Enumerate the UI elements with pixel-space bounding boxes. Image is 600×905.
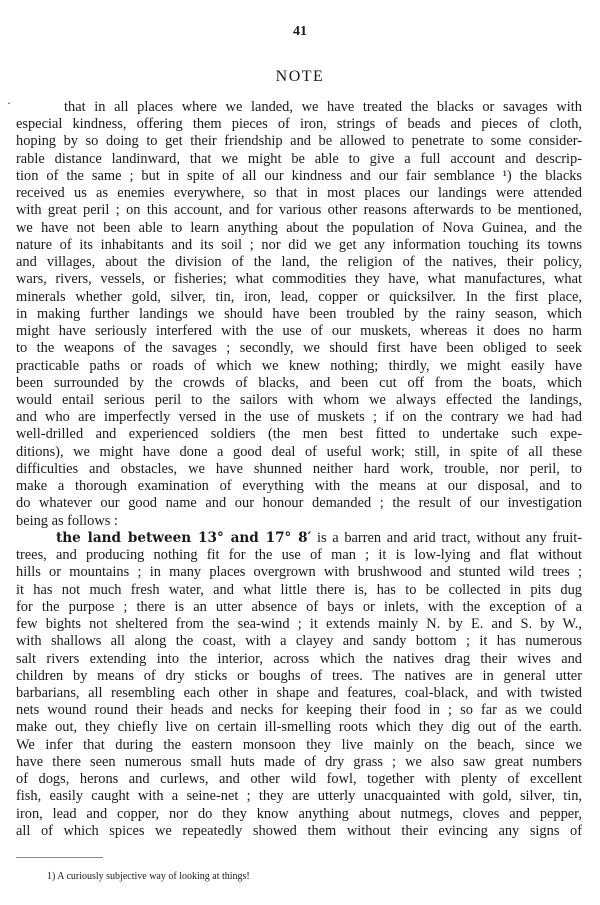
text-line: do whatever our good name and our honour demanded ; the result of our investigation bbox=[16, 495, 582, 512]
text-line: being as follows : bbox=[16, 512, 118, 529]
text-line: might have seriously interfered with the use of our muskets, whereas it does no harm bbox=[16, 323, 582, 340]
text-line: and villages, about the division of the land, the religion of the natives, their policy, bbox=[16, 254, 582, 271]
text-line: iron, lead and copper, nor do they know anything about nutmegs, cloves and pepper, bbox=[16, 805, 582, 822]
text-line: and who are imperfectly versed in the use of muskets ; if on the contrary we had had bbox=[16, 409, 582, 426]
text-line bbox=[16, 530, 582, 547]
text-line: received us as enemies everywhere, so that in most places our landings were attended bbox=[16, 185, 582, 202]
footnote-divider bbox=[16, 857, 103, 858]
text-line: in making further landings we should have been troubled by the rainy season, which bbox=[16, 305, 582, 322]
page-title: NOTE bbox=[275, 68, 325, 85]
text-line: for the purpose ; there is an utter absence of bays or inlets, with the exception of a bbox=[16, 598, 582, 615]
text-line: practicable paths or roads of which we knew nothing; thirdly, we might easily have bbox=[16, 357, 582, 374]
text-line: minerals whether gold, silver, tin, iron, lead, copper or quicksilver. In the first place, bbox=[16, 288, 582, 305]
text-line: ditions), we might have done a good deal of useful work; still, in spite of all these bbox=[16, 443, 582, 460]
text-line: barbarians, all resembling each other in shape and features, coal-black, and with twisted bbox=[16, 684, 582, 701]
paragraph bbox=[16, 530, 582, 840]
text-line: tion of the same ; but in spite of all our kindness and our fair semblance ¹) the blacks bbox=[16, 167, 582, 184]
text-line: hills or mountains ; in many places overgrown with brushwood and stunted wild trees ; bbox=[16, 564, 582, 581]
text-line: well-drilled and experienced soldiers (the men best fitted to undertake such expe- bbox=[16, 426, 582, 443]
text-line: few bights not sheltered from the sea-wind ; it extends mainly N. by E. and S. by W., bbox=[16, 616, 582, 633]
page-number: 41 bbox=[293, 24, 307, 39]
text-line: difficulties and obstacles, we have shunned neither hard work, trouble, nor peril, to bbox=[16, 460, 582, 477]
text-line: rable distance landinward, that we might be able to give a full account and descrip- bbox=[16, 150, 582, 167]
text-line: with shallows all along the coast, with a clayey and sandy bottom ; it has numerous bbox=[16, 633, 582, 650]
text-line: nets wound round their heads and necks for keeping their food in ; so far as we could bbox=[16, 702, 582, 719]
text-line: wars, rivers, vessels, or fisheries; what commodities they have, what manufactures, what bbox=[16, 271, 582, 288]
text-line: all of which spices we repeatedly showed them without their evincing any signs of bbox=[16, 822, 582, 839]
footnote: 1) A curiously subjective way of looking at things! bbox=[47, 871, 250, 882]
text-line: salt rivers extending into the interior, across which the natives drag their wives and bbox=[16, 650, 582, 667]
text-line: it has not much fresh water, and what little there is, has to be collected in pits dug bbox=[16, 581, 582, 598]
text-line: have there seen numerous small huts made of dry grass ; we also saw great numbers bbox=[16, 753, 582, 770]
text-line: to the weapons of the savages ; secondly, we should first have been obliged to seek bbox=[16, 340, 582, 357]
text-line: we have not been able to learn anything about the population of Nova Guinea, and the bbox=[16, 219, 582, 236]
stray-mark: · bbox=[7, 96, 11, 110]
text-line: nature of its inhabitants and its soil ; nor did we get any information touching its towns bbox=[16, 236, 582, 253]
text-line: trees, and producing nothing fit for the use of man ; it is low-lying and flat without bbox=[16, 547, 582, 564]
text-line: that in all places where we landed, we have treated the blacks or savages with bbox=[64, 99, 582, 115]
text-line: children by means of dry sticks or boughs of trees. The natives are in general utter bbox=[16, 667, 582, 684]
text-line: of dogs, herons and curlews, and other wild fowl, together with plenty of excellent bbox=[16, 771, 582, 788]
text-line: would entail serious peril to the sailors with whom we always effected the landings, bbox=[16, 391, 582, 408]
lead-rest: is a barren and arid tract, without any fruit- bbox=[311, 529, 582, 546]
text-line: make a thorough examination of everything with the means at our disposal, and to bbox=[16, 478, 582, 495]
text-line: with great peril ; on this account, and for various other reasons afterwards to be mentioned, bbox=[16, 202, 582, 219]
body-text bbox=[16, 99, 582, 840]
text-line: make out, they chiefly live on certain ill-smelling roots which they dig out of the earth. bbox=[16, 719, 582, 736]
text-line: fish, easily caught with a seine-net ; they are utterly unacquainted with gold, silver, tin, bbox=[16, 788, 582, 805]
text-line: hoping by so doing to get their friendship and be allowed to penetrate to some consider- bbox=[16, 133, 582, 150]
text-line: We infer that during the eastern monsoon they live mainly on the beach, since we bbox=[16, 736, 582, 753]
text-line: especial kindness, offering them pieces of iron, strings of beads and pieces of cloth, bbox=[16, 116, 582, 133]
text-line: been surrounded by the crowds of blacks, and been cut off from the boats, which bbox=[16, 374, 582, 391]
paragraph bbox=[16, 99, 582, 530]
bold-lead-phrase: the land between 13° and 17° 8′ bbox=[56, 529, 312, 546]
